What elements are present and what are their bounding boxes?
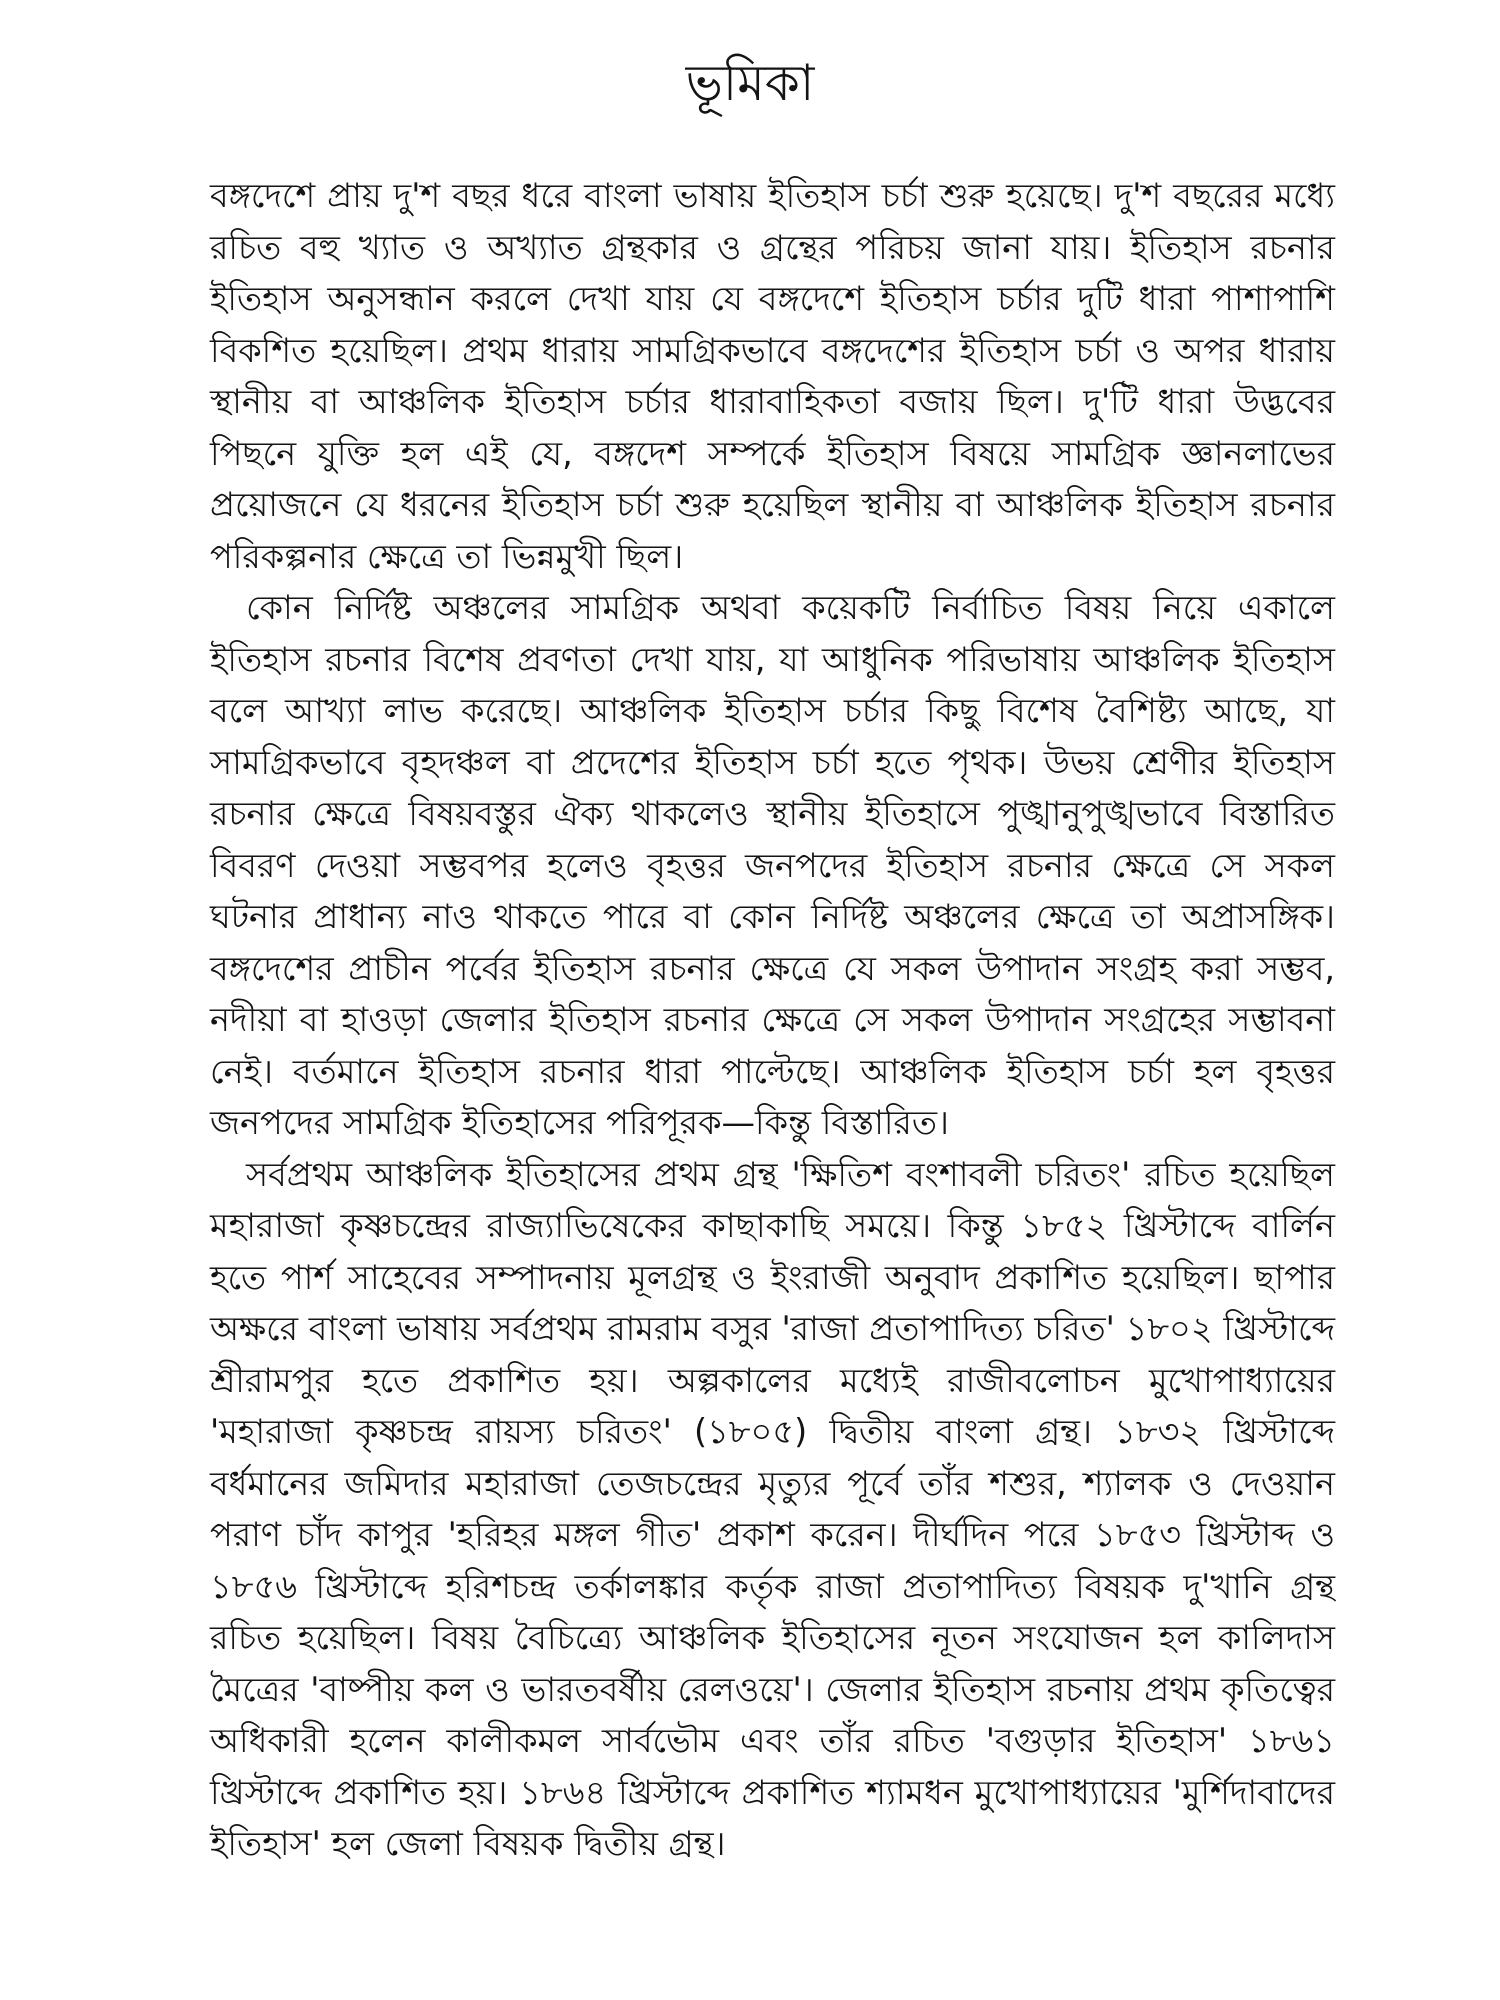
paragraph-3: সর্বপ্রথম আঞ্চলিক ইতিহাসের প্রথম গ্রন্থ 'ক্ষিতিশ বংশাবলী চরিতং' রচিত হয়েছিল মহারাজা কৃষ্ণচন্দ্রের রাজ্যাভিষেকের কাছাকাছি সময়ে। কিন্তু ১৮৫২ খ্রিস্টাব্দে বার্লিন হতে পার্শ সাহেবের সম্পাদনায় মূলগ্রন্থ ও ইংরাজী অনুবাদ প্রকাশিত হয়েছিল। ছাপার অক্ষরে বাংলা ভাষায় সর্বপ্রথম রামরাম বসুর 'রাজা প্রতাপাদিত্য চরিত' ১৮০২ খ্রিস্টাব্দে শ্রীরামপুর হতে প্রকাশিত হয়। অল্পকালের মধ্যেই রাজীবলোচন মুখোপাধ্যায়ের 'মহারাজা কৃষ্ণচন্দ্র রায়স্য চরিতং' (১৮০৫) দ্বিতীয় বাংলা গ্রন্থ। ১৮৩২ খ্রিস্টাব্দে বর্ধমানের জমিদার মহারাজা তেজচন্দ্রের মৃত্যুর পূর্বে তাঁর শশুর, শ্যালক ও দেওয়ান পরাণ চাঁদ কাপুর 'হরিহর মঙ্গল গীত' প্রকাশ করেন। দীর্ঘদিন পরে ১৮৫৩ খ্রিস্টাব্দ ও ১৮৫৬ খ্রিস্টাব্দে হরিশচন্দ্র তর্কালঙ্কার কর্তৃক রাজা প্রতাপাদিত্য বিষয়ক দু'খানি গ্রন্থ রচিত হয়েছিল। বিষয় বৈচিত্র্যে আঞ্চলিক ইতিহাসের নূতন সংযোজন হল কালিদাস মৈত্রের 'বাষ্পীয় কল ও ভারতবর্ষীয় রেলওয়ে'। জেলার ইতিহাস রচনায় প্রথম কৃতিত্বের অধিকারী হলেন কালীকমল সার্বভৌম এবং তাঁর রচিত 'বগুড়ার ইতিহাস' ১৮৬১ খ্রিস্টাব্দে প্রকাশিত হয়। ১৮৬৪ খ্রিস্টাব্দে প্রকাশিত শ্যামধন মুখোপাধ্যায়ের 'মুর্শিদাবাদের ইতিহাস' হল জেলা বিষয়ক দ্বিতীয় গ্রন্থ। xyxy=(210,1154,1335,1863)
page-title: ভূমিকা xyxy=(685,54,815,112)
document-body xyxy=(210,170,1335,1870)
paragraph-2: কোন নির্দিষ্ট অঞ্চলের সামগ্রিক অথবা কয়েকটি নির্বাচিত বিষয় নিয়ে একালে ইতিহাস রচনার বিশেষ প্রবণতা দেখা যায়, যা আধুনিক পরিভাষায় আঞ্চলিক ইতিহাস বলে আখ্যা লাভ করেছে। আঞ্চলিক ইতিহাস চর্চার কিছু বিশেষ বৈশিষ্ট্য আছে, যা সামগ্রিকভাবে বৃহদঞ্চল বা প্রদেশের ইতিহাস চর্চা হতে পৃথক। উভয় শ্রেণীর ইতিহাস রচনার ক্ষেত্রে বিষয়বস্তুর ঐক্য থাকলেও স্থানীয় ইতিহাসে পুঙ্খানুপুঙ্খভাবে বিস্তারিত বিবরণ দেওয়া সম্ভবপর হলেও বৃহত্তর জনপদের ইতিহাস রচনার ক্ষেত্রে সে সকল ঘটনার প্রাধান্য নাও থাকতে পারে বা কোন নির্দিষ্ট অঞ্চলের ক্ষেত্রে তা অপ্রাসঙ্গিক। বঙ্গদেশের প্রাচীন পর্বের ইতিহাস রচনার ক্ষেত্রে যে সকল উপাদান সংগ্রহ করা সম্ভব, নদীয়া বা হাওড়া জেলার ইতিহাস রচনার ক্ষেত্রে সে সকল উপাদান সংগ্রহের সম্ভাবনা নেই। বর্তমানে ইতিহাস রচনার ধারা পাল্টেছে। আঞ্চলিক ইতিহাস চর্চা হল বৃহত্তর জনপদের সামগ্রিক ইতিহাসের পরিপূরক—কিন্তু বিস্তারিত। xyxy=(210,588,1335,1142)
paragraph-1: বঙ্গদেশে প্রায় দু'শ বছর ধরে বাংলা ভাষায় ইতিহাস চর্চা শুরু হয়েছে। দু'শ বছরের মধ্যে রচিত বহু খ্যাত ও অখ্যাত গ্রন্থকার ও গ্রন্থের পরিচয় জানা যায়। ইতিহাস রচনার ইতিহাস অনুসন্ধান করলে দেখা যায় যে বঙ্গদেশে ইতিহাস চর্চার দুটি ধারা পাশাপাশি বিকশিত হয়েছিল। প্রথম ধারায় সামগ্রিকভাবে বঙ্গদেশের ইতিহাস চর্চা ও অপর ধারায় স্থানীয় বা আঞ্চলিক ইতিহাস চর্চার ধারাবাহিকতা বজায় ছিল। দু'টি ধারা উদ্ভবের পিছনে যুক্তি হল এই যে, বঙ্গদেশ সম্পর্কে ইতিহাস বিষয়ে সামগ্রিক জ্ঞানলাভের প্রয়োজনে যে ধরনের ইতিহাস চর্চা শুরু হয়েছিল স্থানীয় বা আঞ্চলিক ইতিহাস রচনার পরিকল্পনার ক্ষেত্রে তা ভিন্নমুখী ছিল। xyxy=(210,176,1335,576)
